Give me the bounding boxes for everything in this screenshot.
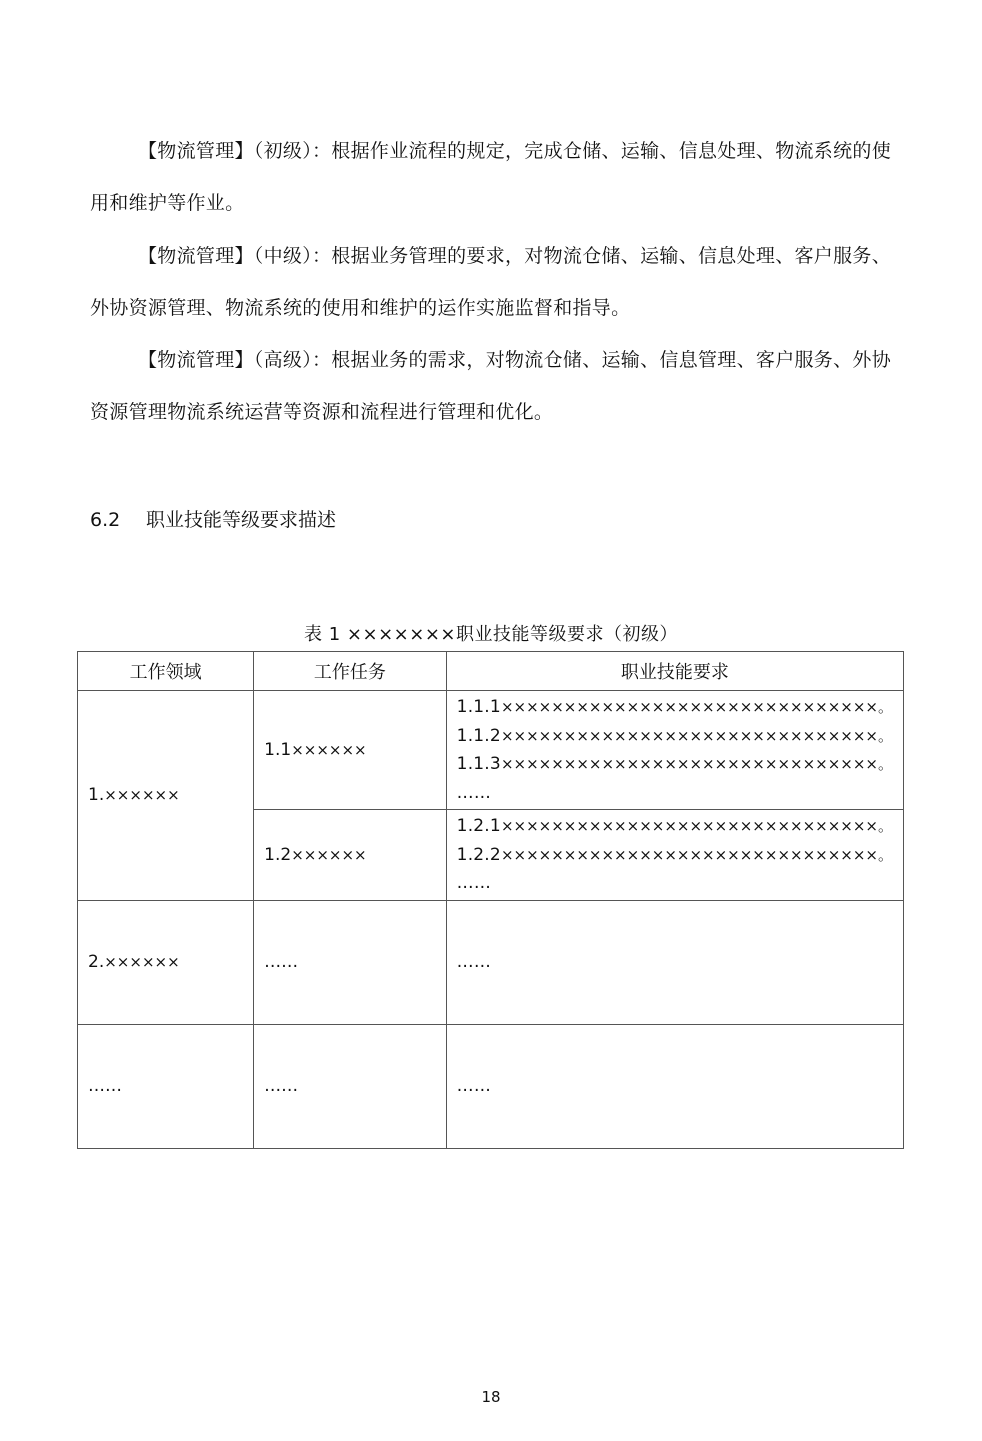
requirement-item: 1.2.1××××××××××××××××××××××××××××××。	[456, 816, 893, 836]
section-heading	[90, 505, 336, 532]
requirement-item: 1.1.3××××××××××××××××××××××××××××××。	[456, 754, 893, 774]
work-task-cell: 1.1××××××	[254, 691, 447, 810]
requirement-cell	[446, 810, 903, 901]
requirement-ellipsis: ……	[456, 873, 492, 893]
paragraph-intermediate-level: 【物流管理】（中级）：根据业务管理的要求，对物流仓储、运输、信息处理、客户服务、外协资源管理、物流系统的使用和维护的运作实施监督和指导。	[90, 245, 892, 319]
work-area-cell: ……	[78, 1024, 254, 1148]
section-title: 职业技能等级要求描述	[146, 509, 337, 531]
paragraph-advanced-level: 【物流管理】（高级）：根据业务的需求，对物流仓储、运输、信息管理、客户服务、外协资源管理物流系统运营等资源和流程进行管理和优化。	[90, 349, 892, 423]
work-task-cell: ……	[254, 900, 447, 1024]
work-task-cell: 1.2××××××	[254, 810, 447, 901]
requirement-cell: ……	[446, 1024, 903, 1148]
requirement-cell	[446, 691, 903, 810]
table-row	[78, 691, 904, 810]
work-task-cell: ……	[254, 1024, 447, 1148]
table-row	[78, 900, 904, 1024]
requirement-ellipsis: ……	[456, 782, 492, 803]
requirement-item: 1.1.1××××××××××××××××××××××××××××××。	[456, 697, 893, 717]
header-work-area: 工作领域	[78, 652, 254, 691]
skill-requirements-table	[77, 651, 904, 1149]
table-caption: 表 1 ×××××××职业技能等级要求（初级）	[304, 624, 678, 645]
paragraph-primary-level: 【物流管理】（初级）：根据作业流程的规定，完成仓储、运输、信息处理、物流系统的使用和维护等作业。	[90, 140, 892, 214]
header-skill-requirement: 职业技能要求	[446, 652, 903, 691]
table-header-row	[78, 652, 904, 691]
header-work-task: 工作任务	[254, 652, 447, 691]
requirement-item: 1.2.2××××××××××××××××××××××××××××××。	[456, 844, 893, 865]
requirement-cell: ……	[446, 900, 903, 1024]
work-area-cell: 1.××××××	[78, 691, 254, 901]
work-area-cell: 2.××××××	[78, 900, 254, 1024]
page-number: 18	[481, 1388, 501, 1406]
table-row	[78, 1024, 904, 1148]
section-number: 6.2	[90, 509, 121, 531]
requirement-item: 1.1.2××××××××××××××××××××××××××××××。	[456, 725, 893, 746]
